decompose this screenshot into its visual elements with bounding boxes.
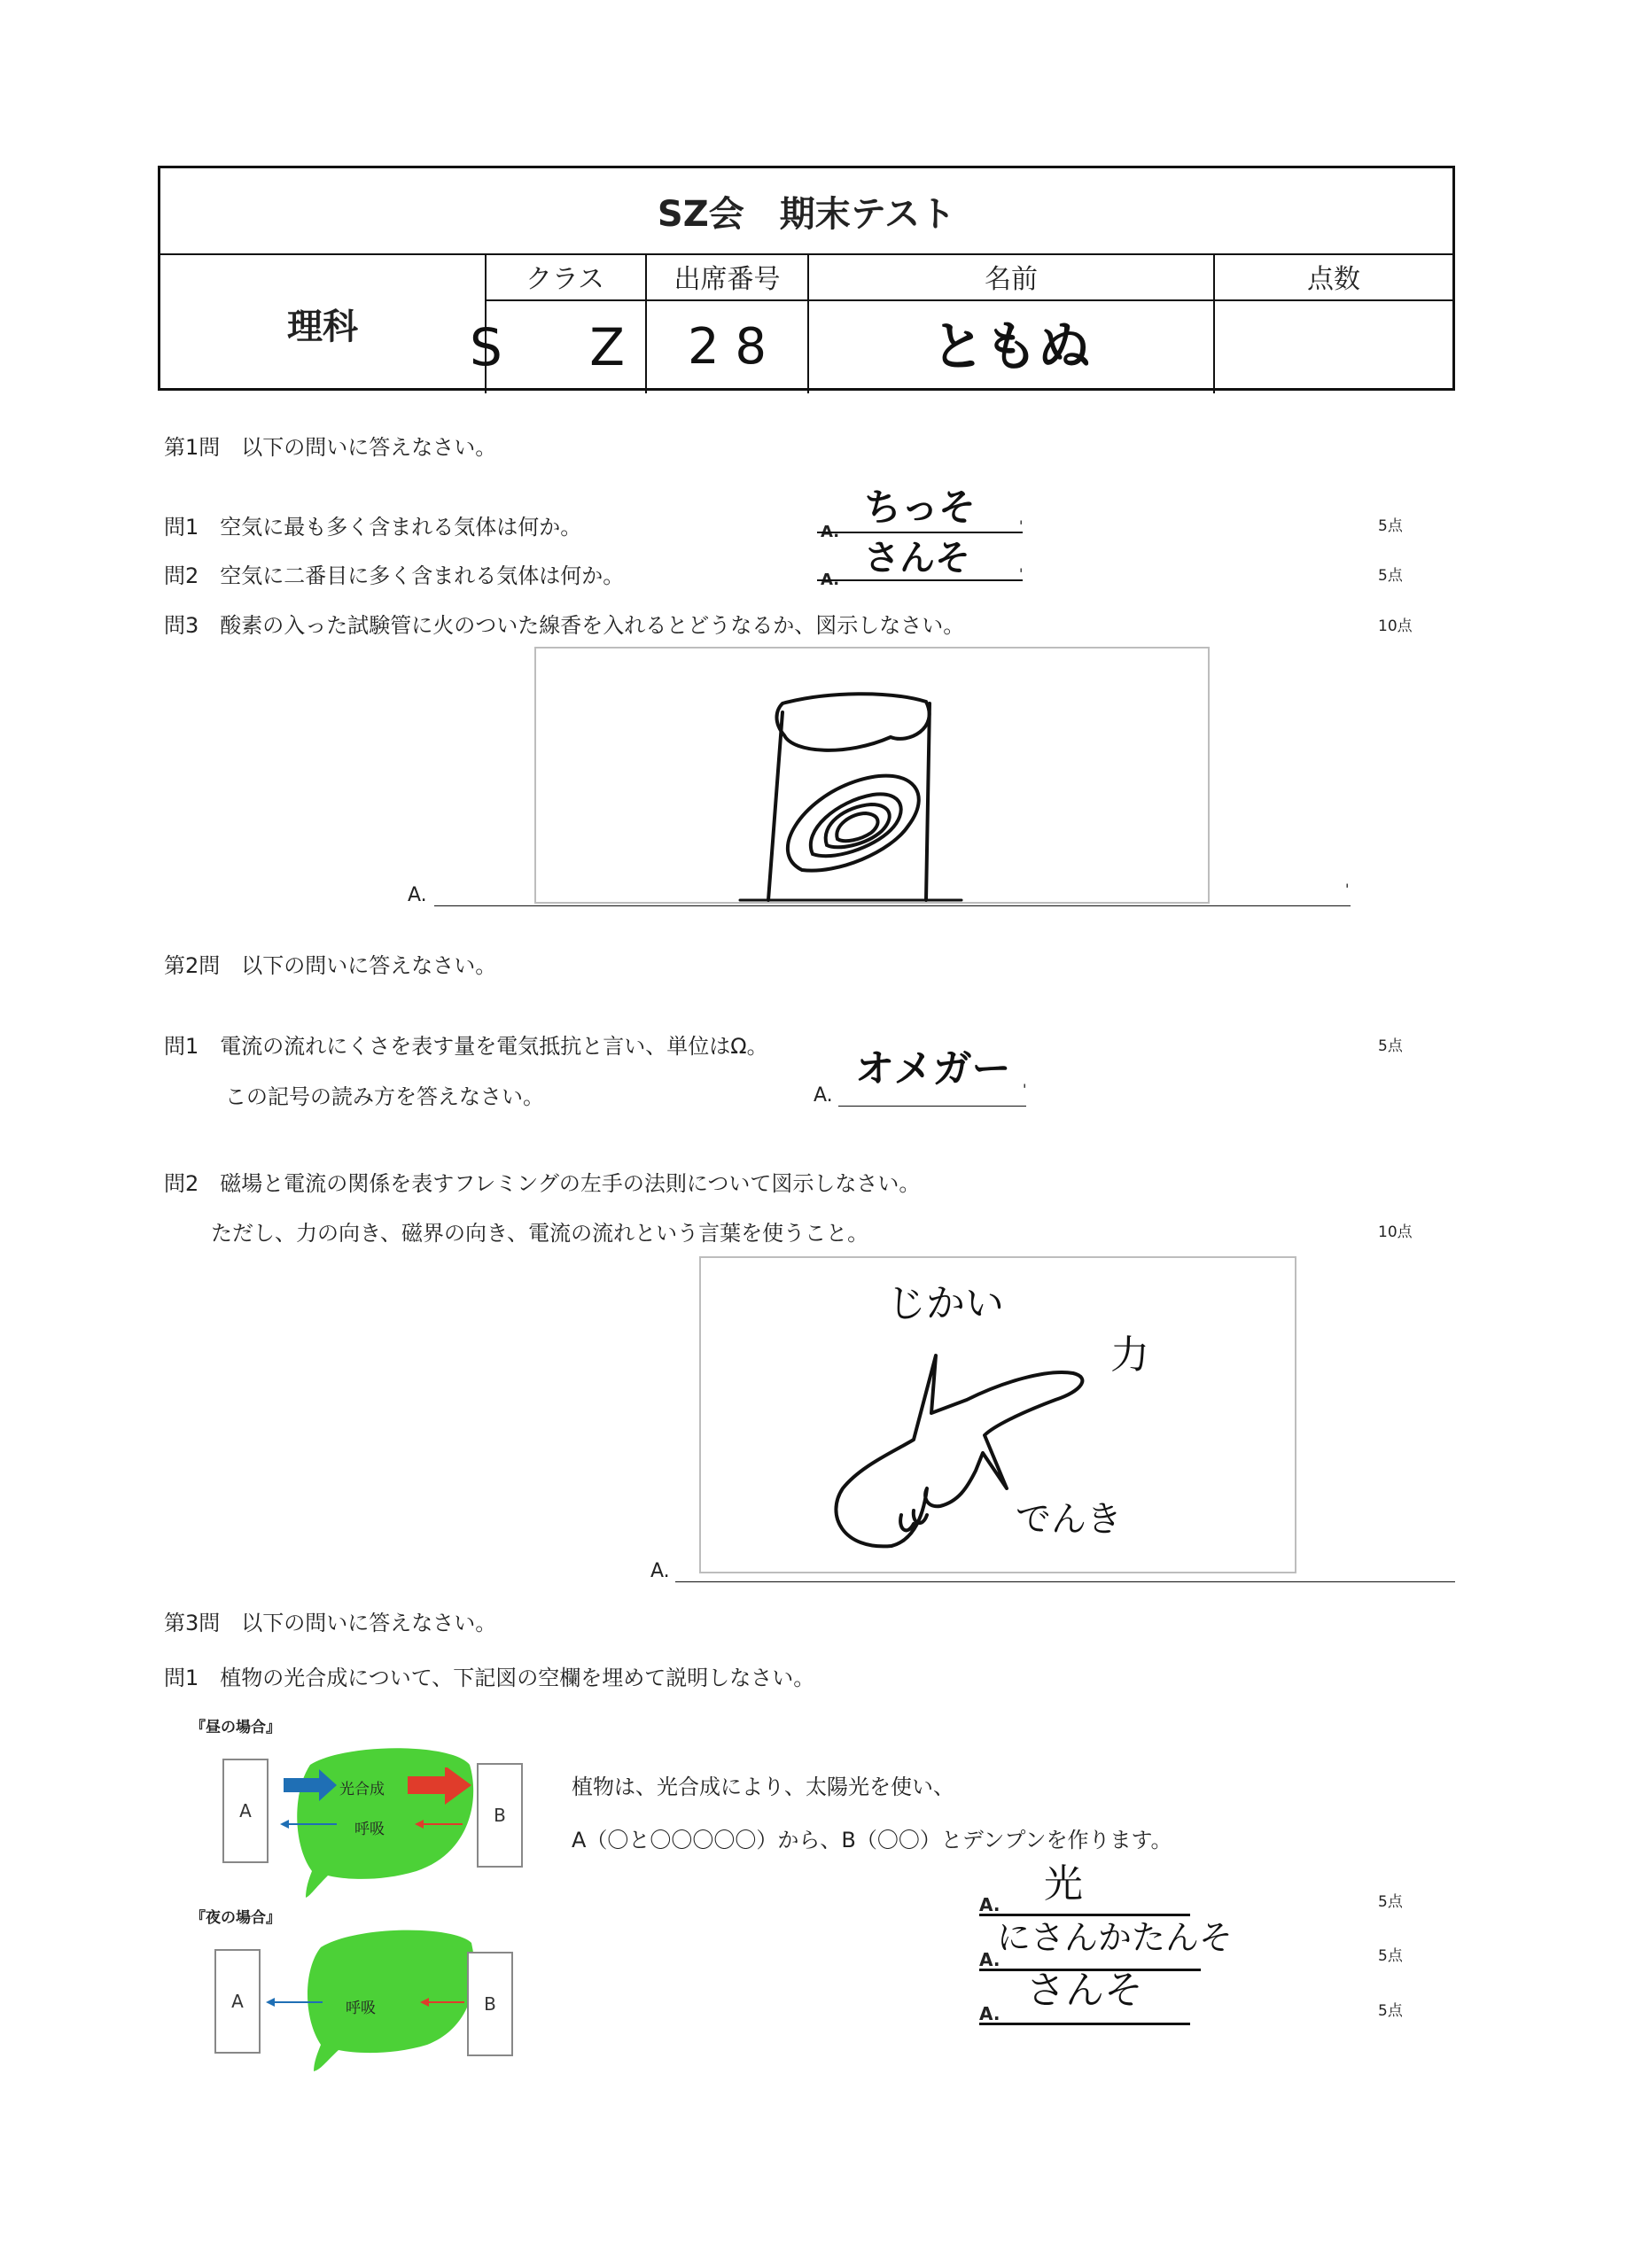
s1-q3-text: 問3 酸素の入った試験管に火のついた線香を入れるとどうなるか、図示しなさい。	[164, 613, 965, 638]
s2-q2-prefix: A.	[650, 1560, 670, 1582]
s1-q2-answer[interactable]: さんそ	[864, 538, 970, 579]
section3-heading: 第3問 以下の問いに答えなさい。	[164, 1611, 497, 1635]
section2-heading: 第2問 以下の問いに答えなさい。	[164, 953, 497, 978]
s1-q2-prefix: A.	[821, 571, 840, 589]
s3-a3-prefix: A.	[979, 2003, 1000, 2024]
section1-heading: 第1問 以下の問いに答えなさい。	[164, 435, 497, 460]
night-respiration-label: 呼吸	[346, 2000, 376, 2017]
s1-q3-prefix: A.	[408, 884, 427, 906]
class-value[interactable]: S Z	[470, 317, 660, 377]
s3-explain1: 植物は、光合成により、太陽光を使い、	[572, 1775, 954, 1799]
s2-q1-line1: 問1 電流の流れにくさを表す量を電気抵抗と言い、単位はΩ。	[164, 1034, 768, 1059]
night-box-b: B	[467, 1952, 513, 2056]
s3-a3-line[interactable]	[979, 2023, 1190, 2025]
s2-q1-points: 5点	[1378, 1037, 1403, 1055]
day-title: 『昼の場合』	[191, 1719, 281, 1736]
label-force: 力	[1110, 1332, 1149, 1378]
s3-a1-answer[interactable]: 光	[1044, 1861, 1083, 1907]
s1-q1-points: 5点	[1378, 517, 1403, 535]
class-header: クラス	[485, 253, 645, 301]
number-column	[647, 253, 809, 393]
day-respiration-label: 呼吸	[354, 1821, 385, 1838]
number-value[interactable]: 2 8	[687, 318, 767, 376]
day-box-b: B	[477, 1763, 523, 1868]
s3-a2-points: 5点	[1378, 1947, 1403, 1965]
s2-q2-line2: ただし、力の向き、磁界の向き、電流の流れという言葉を使うこと。	[211, 1221, 869, 1246]
s3-a2-prefix: A.	[979, 1949, 1000, 1970]
s3-a2-answer[interactable]: にさんかたんそ	[997, 1918, 1234, 1957]
s2-q1-answer-line[interactable]	[838, 1106, 1026, 1107]
label-current: でんき	[1016, 1499, 1122, 1540]
s3-a1-line[interactable]	[979, 1914, 1190, 1916]
page-title: SZ会 期末テスト	[160, 168, 1452, 255]
test-tube-drawing	[536, 649, 1208, 902]
night-title: 『夜の場合』	[191, 1909, 281, 1927]
day-photosynthesis-label: 光合成	[339, 1781, 385, 1798]
score-column	[1215, 253, 1452, 393]
s1-q3-mark: '	[1345, 881, 1350, 897]
s3-a1-points: 5点	[1378, 1893, 1403, 1911]
s1-q2-text: 問2 空気に二番目に多く含まれる気体は何か。	[164, 563, 625, 588]
s1-q2-answer-line[interactable]	[817, 579, 1023, 581]
s1-q3-points: 10点	[1378, 617, 1413, 635]
s1-q1-answer[interactable]: ちっそ	[864, 485, 977, 529]
s1-q1-prefix: A.	[821, 523, 840, 541]
s2-q1-mark: '	[1023, 1081, 1027, 1098]
s3-explain2: A（〇と〇〇〇〇〇）から、B（〇〇）とデンプンを作ります。	[572, 1828, 1172, 1852]
s1-q3-answer-line[interactable]	[434, 905, 1351, 906]
number-header: 出席番号	[647, 253, 807, 301]
subject-label: 理科	[160, 253, 487, 393]
day-box-a: A	[222, 1759, 269, 1863]
s3-q1-text: 問1 植物の光合成について、下記図の空欄を埋めて説明しなさい。	[164, 1666, 815, 1690]
s2-q2-line1: 問2 磁場と電流の関係を表すフレミングの左手の法則について図示しなさい。	[164, 1171, 921, 1196]
score-header: 点数	[1215, 253, 1452, 301]
s1-q3-drawing-box[interactable]	[534, 647, 1210, 904]
s2-q1-line2: この記号の読み方を答えなさい。	[225, 1084, 544, 1109]
s2-q2-points: 10点	[1378, 1223, 1413, 1241]
s1-q2-points: 5点	[1378, 567, 1403, 585]
s1-q1-mark: '	[1019, 517, 1024, 534]
s3-a3-points: 5点	[1378, 2002, 1403, 2020]
class-column	[470, 253, 660, 393]
night-box-a: A	[214, 1949, 261, 2054]
s1-q1-answer-line[interactable]	[817, 532, 1023, 533]
header-table	[158, 166, 1455, 391]
s2-q1-prefix: A.	[814, 1084, 833, 1107]
name-value[interactable]: ともぬ	[931, 316, 1091, 378]
s2-q2-drawing-box[interactable]	[699, 1256, 1296, 1573]
s2-q1-answer[interactable]: オメガー	[855, 1046, 1011, 1091]
label-magnetic-field: じかい	[887, 1281, 1004, 1326]
s3-a3-answer[interactable]: さんそ	[1026, 1968, 1143, 2013]
s1-q2-mark: '	[1019, 565, 1024, 582]
s1-q1-text: 問1 空気に最も多く含まれる気体は何か。	[164, 515, 582, 540]
s3-a1-prefix: A.	[979, 1894, 1000, 1915]
s2-q2-answer-line[interactable]	[675, 1581, 1455, 1582]
name-column	[809, 253, 1215, 393]
name-header: 名前	[809, 253, 1213, 301]
